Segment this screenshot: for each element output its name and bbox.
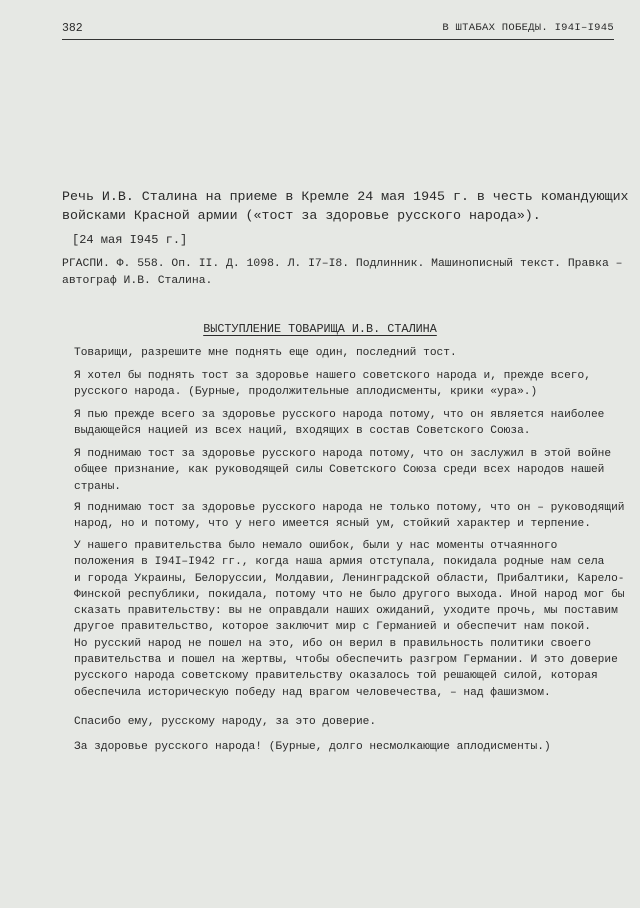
speech-heading bbox=[0, 322, 640, 336]
document-title: Речь И.В. Сталина на приеме в Кремле 24 мая 1945 г. в честь командующих войсками Красной армии («тост за здоровье русского народа»). bbox=[62, 189, 629, 223]
speech-heading-text: ВЫСТУПЛЕНИЕ ТОВАРИЩА И.В. СТАЛИНА bbox=[203, 322, 437, 336]
header-rule bbox=[62, 39, 614, 40]
speech-paragraph-4: Я поднимаю тост за здоровье русского народа потому, что он заслужил в этой войне общее признание, как руководящей силы Советского Союза среди всех народов нашей страны. bbox=[74, 448, 612, 493]
running-head: В ШТАБАХ ПОБЕДЫ. I94I–I945 bbox=[442, 22, 614, 34]
speech-paragraph-2: Я хотел бы поднять тост за здоровье нашего советского народа и, прежде всего, русского народа. (Бурные, продолжительные аплодисменты, крики «ура».) bbox=[74, 370, 591, 399]
speech-paragraph-1: Товарищи, разрешите мне поднять еще один, последний тост. bbox=[74, 347, 457, 359]
page-header bbox=[62, 22, 614, 36]
speech-paragraph-6: У нашего правительства было немало ошибок, были у нас моменты отчаянного положения в I94I–I942 гг., когда наша армия отступала, покидала родные нам села и города Украины, Белоруссии, Молдавии, Ленинградской области, Прибалтики, Карело- Финской республики, покидала, потому что не было другого выхода. Иной народ мог бы сказать правительству: вы не оправдали наших ожиданий, уходите прочь, мы поставим другое правительство, которое заключит мир с Германией и обеспечит нам покой. Но русский народ не пошел на это, ибо он верил в правильность политики своего правительства и пошел на жертвы, чтобы обеспечить разгром Германии. И это доверие русского народа советскому правительству оказалось той решающей силой, которая обеспечила историческую победу над врагом человечества, – над фашизмом. bbox=[74, 540, 625, 699]
speech-paragraph-8: За здоровье русского народа! (Бурные, долго несмолкающие аплодисменты.) bbox=[74, 741, 551, 753]
speech-paragraph-5: Я поднимаю тост за здоровье русского народа не только потому, что он – руководящий народ, но и потому, что у него имеется ясный ум, стойкий характер и терпение. bbox=[74, 502, 625, 531]
page-number: 382 bbox=[62, 22, 83, 35]
speech-paragraph-7: Спасибо ему, русскому народу, за это доверие. bbox=[74, 716, 377, 728]
document-date: [24 мая I945 г.] bbox=[72, 233, 188, 247]
archival-source-note: РГАСПИ. Ф. 558. Оп. II. Д. 1098. Л. I7–I8. Подлинник. Машинописный текст. Правка – автограф И.В. Сталина. bbox=[62, 258, 623, 287]
speech-paragraph-3: Я пью прежде всего за здоровье русского народа потому, что он является наиболее выдающейся нацией из всех наций, входящих в состав Советского Союза. bbox=[74, 409, 605, 438]
